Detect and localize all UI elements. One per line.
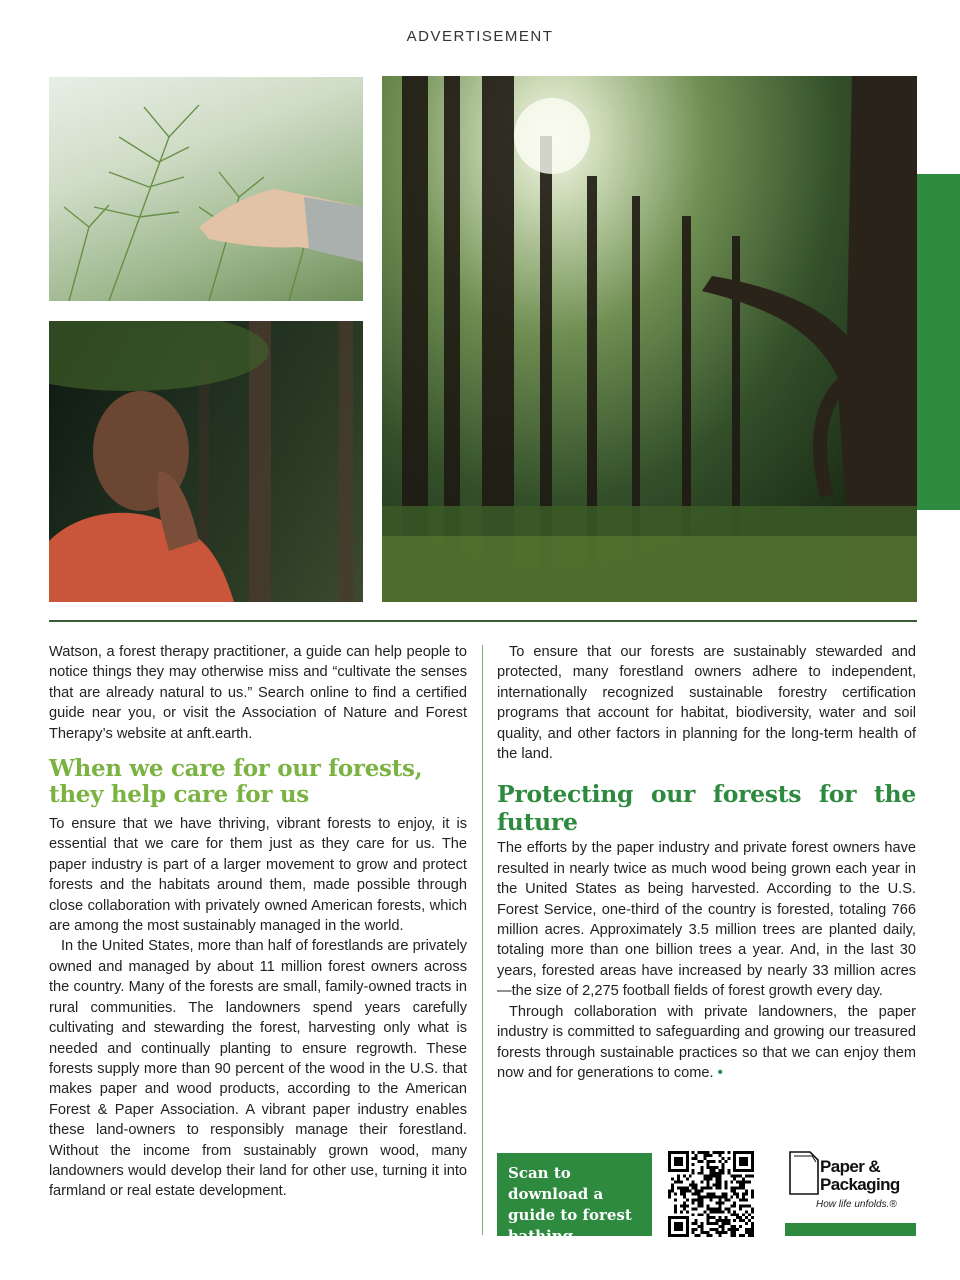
logo-green-bar — [785, 1223, 916, 1236]
left-heading-line2: they help care for us — [49, 781, 309, 809]
left-paragraph-1: To ensure that we have thriving, vibrant forests to enjoy, it is essential that we care for them just as they care for us. The paper industry is part of a larger movement to grow and protect forests and the habitats around them, made possible through close collaboration with privately owned American forests, which are among the most sustainably managed in the world. — [49, 816, 467, 935]
left-paragraph-2: In the United States, more than half of forestlands are privately owned and managed by about 11 million forest owners across the country. Many of the forests are small, family-owned tracts in rural communities. The landowners spend years carefully cultivating and stewarding the forest, harvesting only what is needed and continually planting to ensure regrowth. These forests supply more than 90 percent of the wood in the U.S. that makes paper and wood products, according to the American Forest & Paper Association. A vibrant paper industry enables these land-owners to responsibly manage their forestland. Without the income from sustainably grown wood, many landowners would develop their land for other use, turning it into farmland or real estate development. — [49, 938, 467, 1200]
right-heading: Protecting our forests for the future — [497, 780, 916, 837]
column-divider — [482, 645, 483, 1235]
paper-sheet-icon — [788, 1150, 820, 1196]
end-bullet: • — [717, 1064, 723, 1081]
right-column — [497, 642, 916, 1083]
logo-wordmark — [820, 1158, 900, 1194]
horizontal-rule — [49, 620, 917, 622]
man-resting-in-forest-photo — [49, 321, 363, 602]
right-paragraph-1: The efforts by the paper industry and private forest owners have resulted in nearly twice as much wood being grown each year in the United States as being harvested. According to the U.S. Forest Service, one-third of the country is forested, totaling 766 million acres. Approximately 3.5 million trees are planted daily, totaling more than one billion trees a year. And, in the last 30 years, forested areas have increased by nearly 33 million acres—the size of 2,275 football fields of forest growth every day. — [497, 840, 916, 1000]
sunlit-forest-photo — [382, 76, 917, 602]
scan-to-download-box: Scan to download a guide to forest bathing — [497, 1153, 652, 1236]
paper-packaging-logo — [786, 1150, 917, 1220]
left-intro-paragraph: Watson, a forest therapy practitioner, a guide can help people to notice things they may otherwise miss and “cultivate the senses that are already natural to us.” Search online to find a certified guide near you, or visit the Association of Nature and Forest Therapy’s website at anft.earth. — [49, 644, 467, 742]
logo-line2: Packaging — [820, 1175, 900, 1194]
logo-line1: Paper & — [820, 1157, 881, 1176]
right-paragraph-2-text: Through collaboration with private landowners, the paper industry is committed to safeguarding and growing our treasured forests through sustainable practices so that we can enjoy them now and for generations to come. — [497, 1003, 916, 1081]
right-paragraph-2 — [497, 1002, 916, 1084]
logo-tagline: How life unfolds.® — [816, 1199, 897, 1210]
qr-code-icon[interactable] — [668, 1151, 754, 1237]
pine-needles-hand-photo — [49, 77, 363, 301]
right-intro-paragraph: To ensure that our forests are sustainably stewarded and protected, many forestland owners adhere to independent, internationally recognized sustainable forestry certification programs that account for habitat, biodiversity, water and soil quality, and other factors in planning for the long-term health of the land. — [497, 644, 916, 763]
left-column — [49, 642, 467, 1202]
advertisement-label: ADVERTISEMENT — [406, 28, 554, 45]
left-heading — [49, 756, 467, 808]
green-side-tab — [917, 174, 960, 510]
left-heading-line1: When we care for our forests, — [49, 755, 423, 783]
